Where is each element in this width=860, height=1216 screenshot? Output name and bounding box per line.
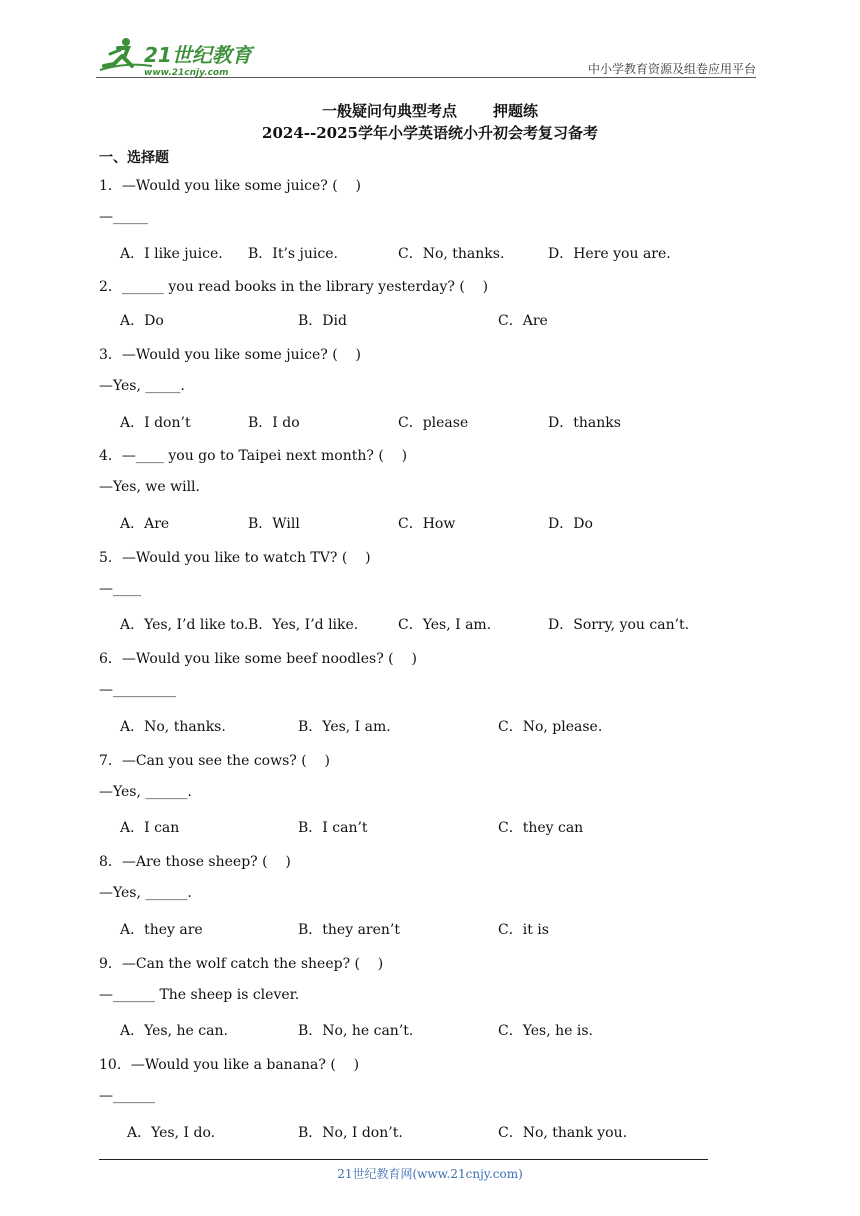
answer-line: —____ <box>99 581 141 597</box>
option[interactable]: C．No, thank you. <box>498 1125 628 1141</box>
question-options <box>120 1020 740 1038</box>
question-stem: 3．—Would you like some juice? ( ) <box>99 347 361 363</box>
option[interactable]: A．Do <box>120 313 164 329</box>
option[interactable]: B．No, I don’t. <box>298 1125 403 1141</box>
question-options <box>120 513 740 531</box>
option[interactable]: D．Sorry, you can’t. <box>548 617 690 633</box>
option[interactable]: C．it is <box>498 922 549 938</box>
option[interactable]: A．they are <box>120 922 203 938</box>
question-options <box>120 243 740 261</box>
question-stem: 8．—Are those sheep? ( ) <box>99 854 291 870</box>
option[interactable]: A．Yes, he can. <box>120 1023 228 1039</box>
footer-link[interactable]: 21世纪教育网(www.21cnjy.com) <box>337 1167 523 1181</box>
option[interactable]: B．Yes, I am. <box>298 719 391 735</box>
option[interactable]: A．I like juice. <box>120 246 223 262</box>
option[interactable]: A．Yes, I do. <box>127 1125 216 1141</box>
option[interactable]: C．Are <box>498 313 548 329</box>
logo-url: www.21cnjy.com <box>144 68 229 78</box>
question-options <box>120 716 740 734</box>
question-stem: 2．______ you read books in the library yesterday? ( ) <box>99 279 489 295</box>
question-options <box>120 412 740 430</box>
option[interactable]: C．No, thanks. <box>398 246 505 262</box>
question-options <box>120 919 740 937</box>
page-subtitle: 2024--2025学年小学英语统小升初会考复习备考 <box>262 124 598 142</box>
question-stem: 4．—____ you go to Taipei next month? ( ) <box>99 448 408 464</box>
option[interactable]: B．they aren’t <box>298 922 400 938</box>
option[interactable]: C．How <box>398 516 456 532</box>
option[interactable]: D．thanks <box>548 415 621 431</box>
question-stem: 7．—Can you see the cows? ( ) <box>99 753 330 769</box>
option[interactable]: A．Are <box>120 516 170 532</box>
platform-name: 中小学教育资源及组卷应用平台 <box>587 62 756 76</box>
section-heading: 一、选择题 <box>99 150 169 166</box>
option[interactable]: B．I do <box>248 415 300 431</box>
answer-line: —Yes, ______. <box>99 784 192 800</box>
header-divider <box>96 77 756 78</box>
option[interactable]: A．I can <box>120 820 180 836</box>
option[interactable]: D．Do <box>548 516 593 532</box>
question-stem: 10．—Would you like a banana? ( ) <box>99 1057 360 1073</box>
answer-line: —______ <box>99 1088 155 1104</box>
question-stem: 6．—Would you like some beef noodles? ( ) <box>99 651 417 667</box>
option[interactable]: B．It’s juice. <box>248 246 338 262</box>
question-options <box>120 1122 740 1140</box>
option[interactable]: C．Yes, he is. <box>498 1023 593 1039</box>
option[interactable]: C．please <box>398 415 469 431</box>
answer-line: —______ The sheep is clever. <box>99 987 300 1003</box>
answer-line: —Yes, ______. <box>99 885 192 901</box>
question-options <box>120 817 740 835</box>
option[interactable]: A．I don’t <box>120 415 191 431</box>
answer-line: —_________ <box>99 682 176 698</box>
option[interactable]: B．Yes, I’d like. <box>248 617 359 633</box>
title-part1: 一般疑问句典型考点 <box>321 102 457 120</box>
option[interactable]: C．they can <box>498 820 584 836</box>
option[interactable]: B．Will <box>248 516 300 532</box>
question-options <box>120 614 740 632</box>
option[interactable]: C．No, please. <box>498 719 603 735</box>
logo-text: 21世纪教育 <box>144 43 252 67</box>
footer-divider <box>99 1159 708 1160</box>
site-logo <box>96 36 266 78</box>
question-options <box>120 310 740 328</box>
option[interactable]: B．I can’t <box>298 820 368 836</box>
question-stem: 1．—Would you like some juice? ( ) <box>99 178 361 194</box>
question-stem: 9．—Can the wolf catch the sheep? ( ) <box>99 956 384 972</box>
option[interactable]: A．No, thanks. <box>120 719 226 735</box>
answer-line: —Yes, we will. <box>99 479 200 495</box>
option[interactable]: C．Yes, I am. <box>398 617 492 633</box>
page-title <box>0 100 860 121</box>
title-part2: 押题练 <box>493 102 539 120</box>
option[interactable]: B．No, he can’t. <box>298 1023 414 1039</box>
option[interactable]: D．Here you are. <box>548 246 671 262</box>
answer-line: —_____ <box>99 209 148 225</box>
option[interactable]: B．Did <box>298 313 347 329</box>
answer-line: —Yes, _____. <box>99 378 185 394</box>
option[interactable]: A．Yes, I’d like to. <box>120 617 249 633</box>
question-stem: 5．—Would you like to watch TV? ( ) <box>99 550 371 566</box>
